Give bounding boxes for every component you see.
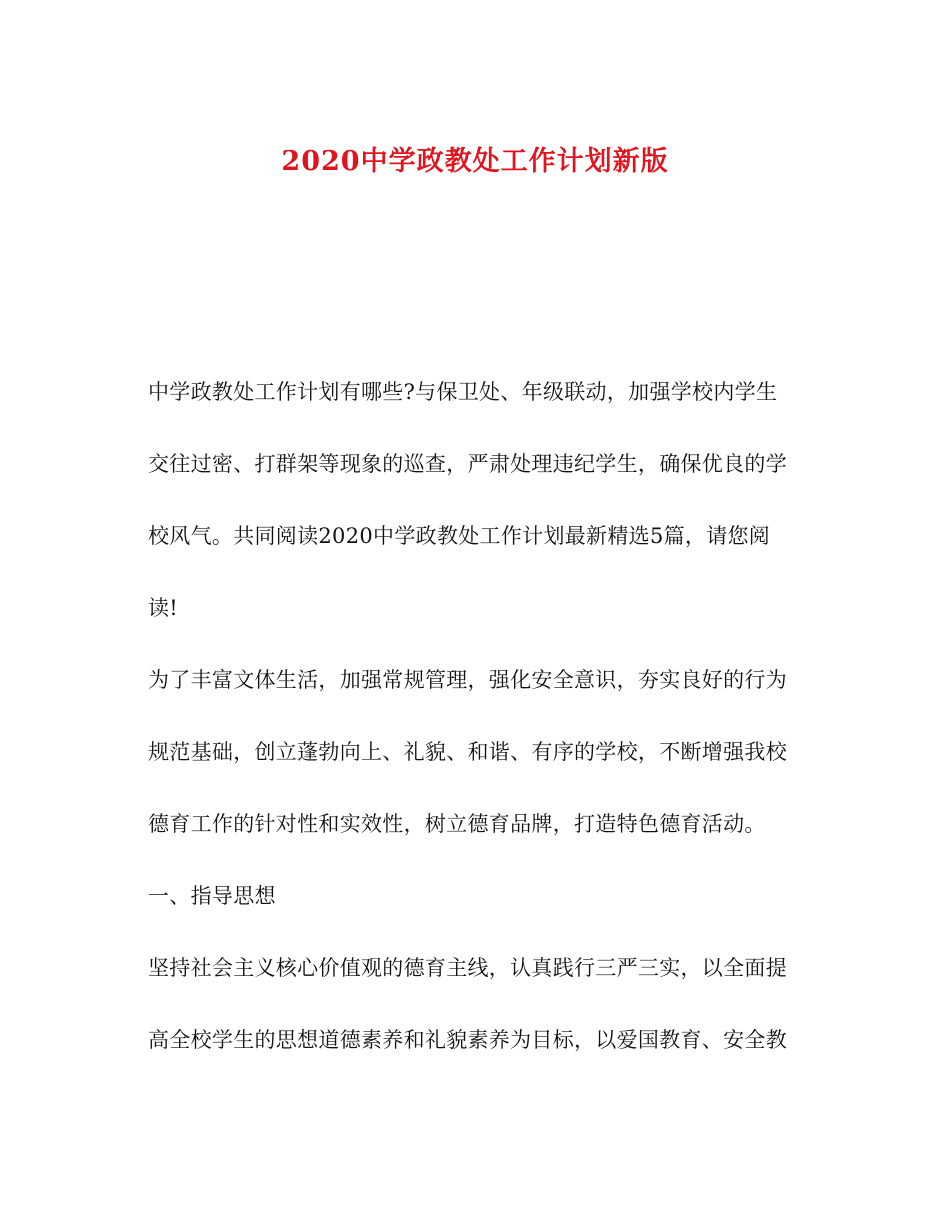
section-heading: 一、指导思想: [148, 884, 276, 908]
text-line: 中学政教处工作计划有哪些?与保卫处、年级联动，加强学校内学生: [148, 380, 778, 404]
text-line: 交往过密、打群架等现象的巡查，严肃处理违纪学生，确保优良的学: [148, 452, 787, 476]
text-line: 德育工作的针对性和实效性，树立德育品牌，打造特色德育活动。: [148, 812, 766, 836]
text-line: 坚持社会主义核心价值观的德育主线，认真践行三严三实，以全面提: [148, 956, 787, 980]
text-line: 为了丰富文体生活，加强常规管理，强化安全意识，夯实良好的行为: [148, 668, 787, 692]
document-title: 2020中学政教处工作计划新版: [281, 146, 669, 177]
text-line: 校风气。共同阅读2020中学政教处工作计划最新精选5篇，请您阅: [148, 524, 771, 548]
text-line: 规范基础，创立蓬勃向上、礼貌、和谐、有序的学校，不断增强我校: [148, 740, 787, 764]
document-body: [148, 368, 808, 1088]
text-line: 读!: [148, 596, 179, 620]
text-line: 高全校学生的思想道德素养和礼貌素养为目标，以爱国教育、安全教: [148, 1028, 787, 1052]
